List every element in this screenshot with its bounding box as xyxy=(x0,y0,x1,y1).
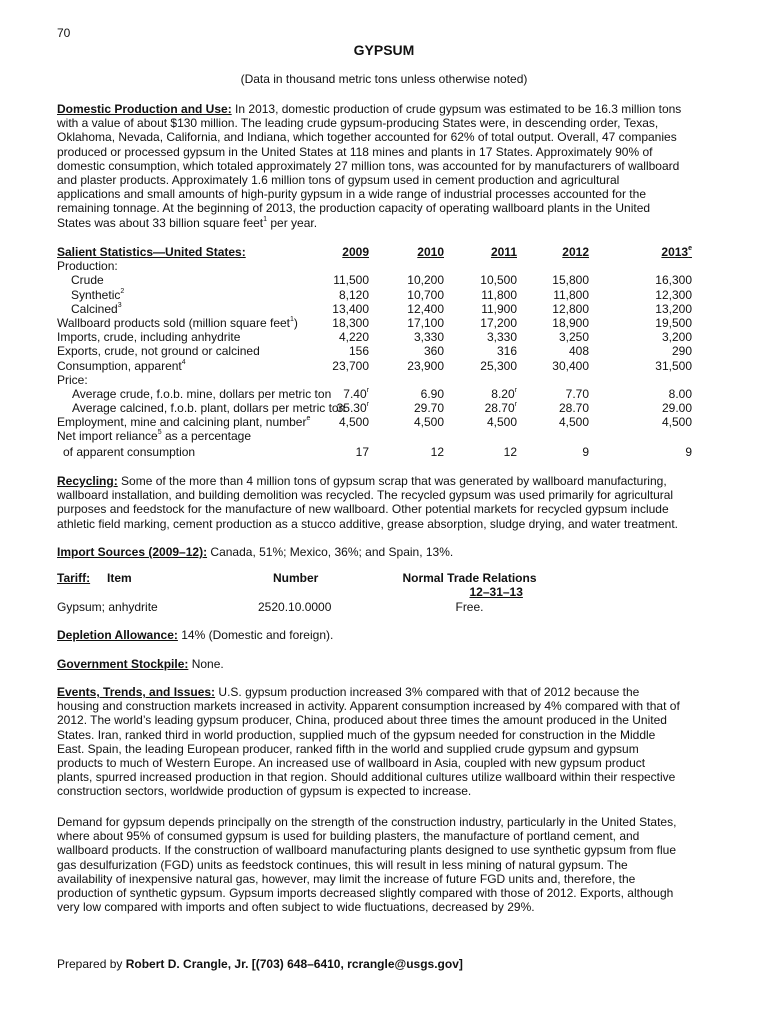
table-cell: 18,900 xyxy=(552,315,589,330)
recycling-line: Some of the more than 4 million tons of gypsum scrap that was generated by wallboard manufacturing, xyxy=(121,474,667,488)
demand-section xyxy=(57,815,713,914)
table-cell: 3,330 xyxy=(413,330,444,345)
row-label: Synthetic$^2$ xyxy=(71,287,125,302)
table-row xyxy=(57,415,717,429)
stockpile-heading: Government Stockpile: xyxy=(57,657,189,671)
table-cell: 17 xyxy=(355,444,369,459)
domestic-line: Oklahoma, Nevada, California, and Indiana, which together accounted for 62% of total output. Overall, 47 companies xyxy=(57,130,677,145)
table-cell: 28.70$^r$ xyxy=(484,401,517,416)
domestic-line: and plaster products. Approximately 1.6 million tons of gypsum used in cement production and agricultural xyxy=(57,173,620,188)
table-row xyxy=(57,302,717,316)
tariff-item: Gypsum; anhydrite xyxy=(57,600,158,614)
table-cell: 408 xyxy=(568,344,589,359)
table-cell: 8,120 xyxy=(338,287,369,302)
table-cell: 4,220 xyxy=(338,330,369,345)
row-label: Imports, crude, including anhydrite xyxy=(57,330,241,345)
demand-line: wallboard products. If the construction of wallboard manufacturing plants designed to use synthetic gypsum from flue xyxy=(57,843,677,858)
table-cell: 3,250 xyxy=(558,330,589,345)
table-cell: 11,800 xyxy=(553,287,589,302)
salient-heading: Salient Statistics—United States: xyxy=(57,245,246,259)
table-cell: 4,500 xyxy=(486,415,517,430)
table-cell: 9 xyxy=(582,444,589,459)
row-label: of apparent consumption xyxy=(63,444,196,459)
demand-line: Demand for gypsum depends principally on the strength of the construction industry, particularly in the United States, xyxy=(57,815,677,829)
tariff-number-header: Number xyxy=(273,571,319,585)
table-cell: 19,500 xyxy=(655,315,692,330)
recycling-line: purposes and feedstock for the manufacture of new wallboard. Other potential markets for recycled gypsum include xyxy=(57,502,669,517)
table-cell: 7.40$^r$ xyxy=(343,386,369,401)
year-header: 2010 xyxy=(417,245,444,259)
year-header: 2009 xyxy=(342,245,369,259)
table-cell: 8.00 xyxy=(668,386,692,401)
domestic-line: In 2013, domestic production of crude gypsum was estimated to be 16.3 million tons xyxy=(235,102,682,116)
table-cell: 23,900 xyxy=(407,358,444,373)
table-cell: 17,200 xyxy=(480,315,517,330)
domestic-line: applications and small amounts of high-purity gypsum in a wide range of industrial processes accounted for the xyxy=(57,187,646,202)
table-row xyxy=(57,359,717,373)
row-label: Calcined$^3$ xyxy=(71,301,122,316)
tariff-rate: Free. xyxy=(455,600,484,614)
table-cell: 290 xyxy=(671,344,692,359)
domestic-line: remaining tonnage. At the beginning of 2013, the production capacity of operating wallboard plants in the United xyxy=(57,201,651,216)
tariff-item-header: Item xyxy=(107,571,132,585)
row-label: Exports, crude, not ground or calcined xyxy=(57,344,260,359)
table-row xyxy=(57,401,717,415)
table-cell: 156 xyxy=(348,344,369,359)
table-cell: 16,300 xyxy=(655,273,692,288)
events-line: 2012. The world’s leading gypsum producer, China, produced about three times the amount produced in the United xyxy=(57,713,667,728)
table-header-row xyxy=(57,245,717,259)
recycling-line: athletic field marking, cement production as a stucco additive, grease absorption, sludge drying, and water treatment. xyxy=(57,516,679,531)
table-cell: 15,800 xyxy=(552,273,589,288)
table-row xyxy=(57,316,717,330)
table-row xyxy=(57,288,717,302)
recycling-section xyxy=(57,474,713,531)
domestic-line: States was about 33 billion square feet xyxy=(57,215,264,230)
table-cell: 13,400 xyxy=(332,301,369,316)
demand-line: where about 95% of consumed gypsum is used for building plasters, the manufacture of portland cement, and xyxy=(57,829,640,844)
events-line: construction sectors, worldwide production of gypsum is expected to increase. xyxy=(57,784,472,799)
table-cell: 13,200 xyxy=(655,301,692,316)
table-row xyxy=(57,273,717,287)
domestic-line: with a value of about $130 million. The leading crude gypsum-producing States were, in descending order, Texas, xyxy=(57,116,659,131)
table-cell: 35.30$^r$ xyxy=(336,401,369,416)
table-cell: 3,330 xyxy=(486,330,517,345)
table-cell: 29.70 xyxy=(413,401,444,416)
depletion-text: 14% (Domestic and foreign). xyxy=(181,628,334,642)
table-cell: 29.00 xyxy=(661,401,692,416)
table-cell: 18,300 xyxy=(332,315,369,330)
page-number: 70 xyxy=(57,26,71,40)
domestic-line: produced or processed gypsum in the United States at 118 mines and plants in 17 States. Approximately 90% of xyxy=(57,144,653,159)
prepared-by-footer xyxy=(57,957,463,971)
table-row xyxy=(57,373,717,387)
table-cell: 12 xyxy=(430,444,444,459)
table-row xyxy=(57,387,717,401)
demand-line: gas desulfurization (FGD) units as feedstock continues, this will result in less mining of natural gypsum. The xyxy=(57,857,628,872)
table-cell: 316 xyxy=(496,344,517,359)
events-section xyxy=(57,685,713,799)
recycling-heading: Recycling: xyxy=(57,474,118,488)
row-label: Price: xyxy=(57,372,88,387)
demand-line: production of synthetic gypsum. Gypsum imports decreased slightly compared with those of 2012. Exports, although xyxy=(57,886,674,901)
events-line: States. Iran, ranked third in world production, supplied much of the gypsum needed for construction in the Middle xyxy=(57,727,656,742)
tariff-heading: Tariff: xyxy=(57,571,91,585)
tariff-number: 2520.10.0000 xyxy=(258,600,332,614)
row-label: Average calcined, f.o.b. plant, dollars per metric ton xyxy=(72,401,346,416)
events-heading: Events, Trends, and Issues: xyxy=(57,685,216,699)
row-label: Net import reliance$^5$ as a percentage xyxy=(57,429,252,444)
events-line: plants, spurred increased production in that region. Should additional cultures utilize wallboard within their respective xyxy=(57,770,676,785)
salient-statistics-table xyxy=(57,245,717,459)
table-cell: 30,400 xyxy=(552,358,589,373)
page-title: GYPSUM xyxy=(353,42,415,58)
table-cell: 10,200 xyxy=(407,273,444,288)
stockpile-text: None. xyxy=(191,657,224,671)
tariff-ntr-header: Normal Trade Relations xyxy=(402,571,537,585)
depletion-section xyxy=(57,628,713,642)
table-cell: 12,400 xyxy=(407,301,444,316)
events-line: housing and construction markets increased in activity. Apparent consumption increased by 4% compared with that of xyxy=(57,699,680,714)
table-cell: 10,700 xyxy=(407,287,444,302)
table-cell: 4,500 xyxy=(661,415,692,430)
table-cell: 6.90 xyxy=(420,386,444,401)
row-label: Wallboard products sold (million square feet$^1$) xyxy=(57,315,298,330)
table-cell: 23,700 xyxy=(332,358,369,373)
domestic-heading: Domestic Production and Use: xyxy=(57,102,232,116)
recycling-line: wallboard installation, and building demolition was recycled. The recycled gypsum was used primarily for agricultural xyxy=(57,488,674,503)
table-cell: 9 xyxy=(685,444,692,459)
table-row xyxy=(57,330,717,344)
depletion-heading: Depletion Allowance: xyxy=(57,628,178,642)
table-cell: 4,500 xyxy=(338,415,369,430)
table-row xyxy=(57,344,717,358)
events-line: U.S. gypsum production increased 3% compared with that of 2012 because the xyxy=(218,685,640,699)
row-label: Employment, mine and calcining plant, number$^e$ xyxy=(57,415,311,430)
events-line: East. Spain, the leading European producer, ranked fifth in the world and supplied crude gypsum and gypsum xyxy=(57,741,639,756)
page-subtitle: (Data in thousand metric tons unless otherwise noted) xyxy=(240,72,528,86)
tariff-section: Tariff: Item Number Normal Trade Relations 12–31–13 Gypsum; anhydrite 2520.10.0000 Free. xyxy=(57,571,717,616)
events-line: products to much of Western Europe. An increased use of wallboard in Asia, coupled with new gypsum product xyxy=(57,756,646,771)
table-cell: 25,300 xyxy=(480,358,517,373)
table-cell: 4,500 xyxy=(413,415,444,430)
row-label: Average crude, f.o.b. mine, dollars per metric ton xyxy=(72,386,332,401)
demand-line: availability of inexpensive natural gas, however, may limit the increase of future FGD units and, therefore, the xyxy=(57,871,636,886)
table-cell: 7.70 xyxy=(565,386,589,401)
table-cell: 31,500 xyxy=(655,358,692,373)
domestic-line: domestic consumption, which totaled approximately 27 million tons, was accounted for by manufacturers of wallboard xyxy=(57,158,680,173)
table-row xyxy=(57,259,717,273)
demand-line: very low compared with imports and often subject to wide fluctuations, decreased by 29%. xyxy=(57,900,535,915)
table-cell: 12,800 xyxy=(552,301,589,316)
domestic-production-section xyxy=(57,102,713,230)
year-header: 2013e xyxy=(661,245,692,259)
table-cell: 28.70 xyxy=(558,401,589,416)
table-cell: 360 xyxy=(423,344,444,359)
year-header: 2011 xyxy=(490,245,517,259)
table-row xyxy=(57,429,717,443)
row-label: Consumption, apparent$^4$ xyxy=(57,358,186,373)
table-cell: 12 xyxy=(503,444,517,459)
table-cell: 12,300 xyxy=(655,287,692,302)
table-row xyxy=(57,445,717,459)
table-cell: 11,900 xyxy=(481,301,517,316)
table-cell: 10,500 xyxy=(480,273,517,288)
table-cell: 4,500 xyxy=(558,415,589,430)
import-sources-text: Canada, 51%; Mexico, 36%; and Spain, 13%. xyxy=(210,545,454,559)
table-cell: 17,100 xyxy=(407,315,444,330)
import-sources-section xyxy=(57,545,713,559)
footer-prefix: Prepared by xyxy=(57,957,126,971)
footnote-marker: 1 xyxy=(263,215,268,223)
import-sources-heading: Import Sources (2009–12): xyxy=(57,545,208,559)
table-cell: 8.20$^r$ xyxy=(491,386,517,401)
table-cell: 11,500 xyxy=(333,273,369,288)
footer-author: Robert D. Crangle, Jr. [(703) 648–6410, rcrangle@usgs.gov] xyxy=(125,957,463,971)
stockpile-section xyxy=(57,657,713,671)
domestic-line: per year. xyxy=(267,215,318,230)
row-label: Crude xyxy=(71,273,104,288)
table-cell: 11,800 xyxy=(481,287,517,302)
row-label: Production: xyxy=(57,259,118,274)
table-cell: 3,200 xyxy=(661,330,692,345)
year-header: 2012 xyxy=(562,245,589,259)
